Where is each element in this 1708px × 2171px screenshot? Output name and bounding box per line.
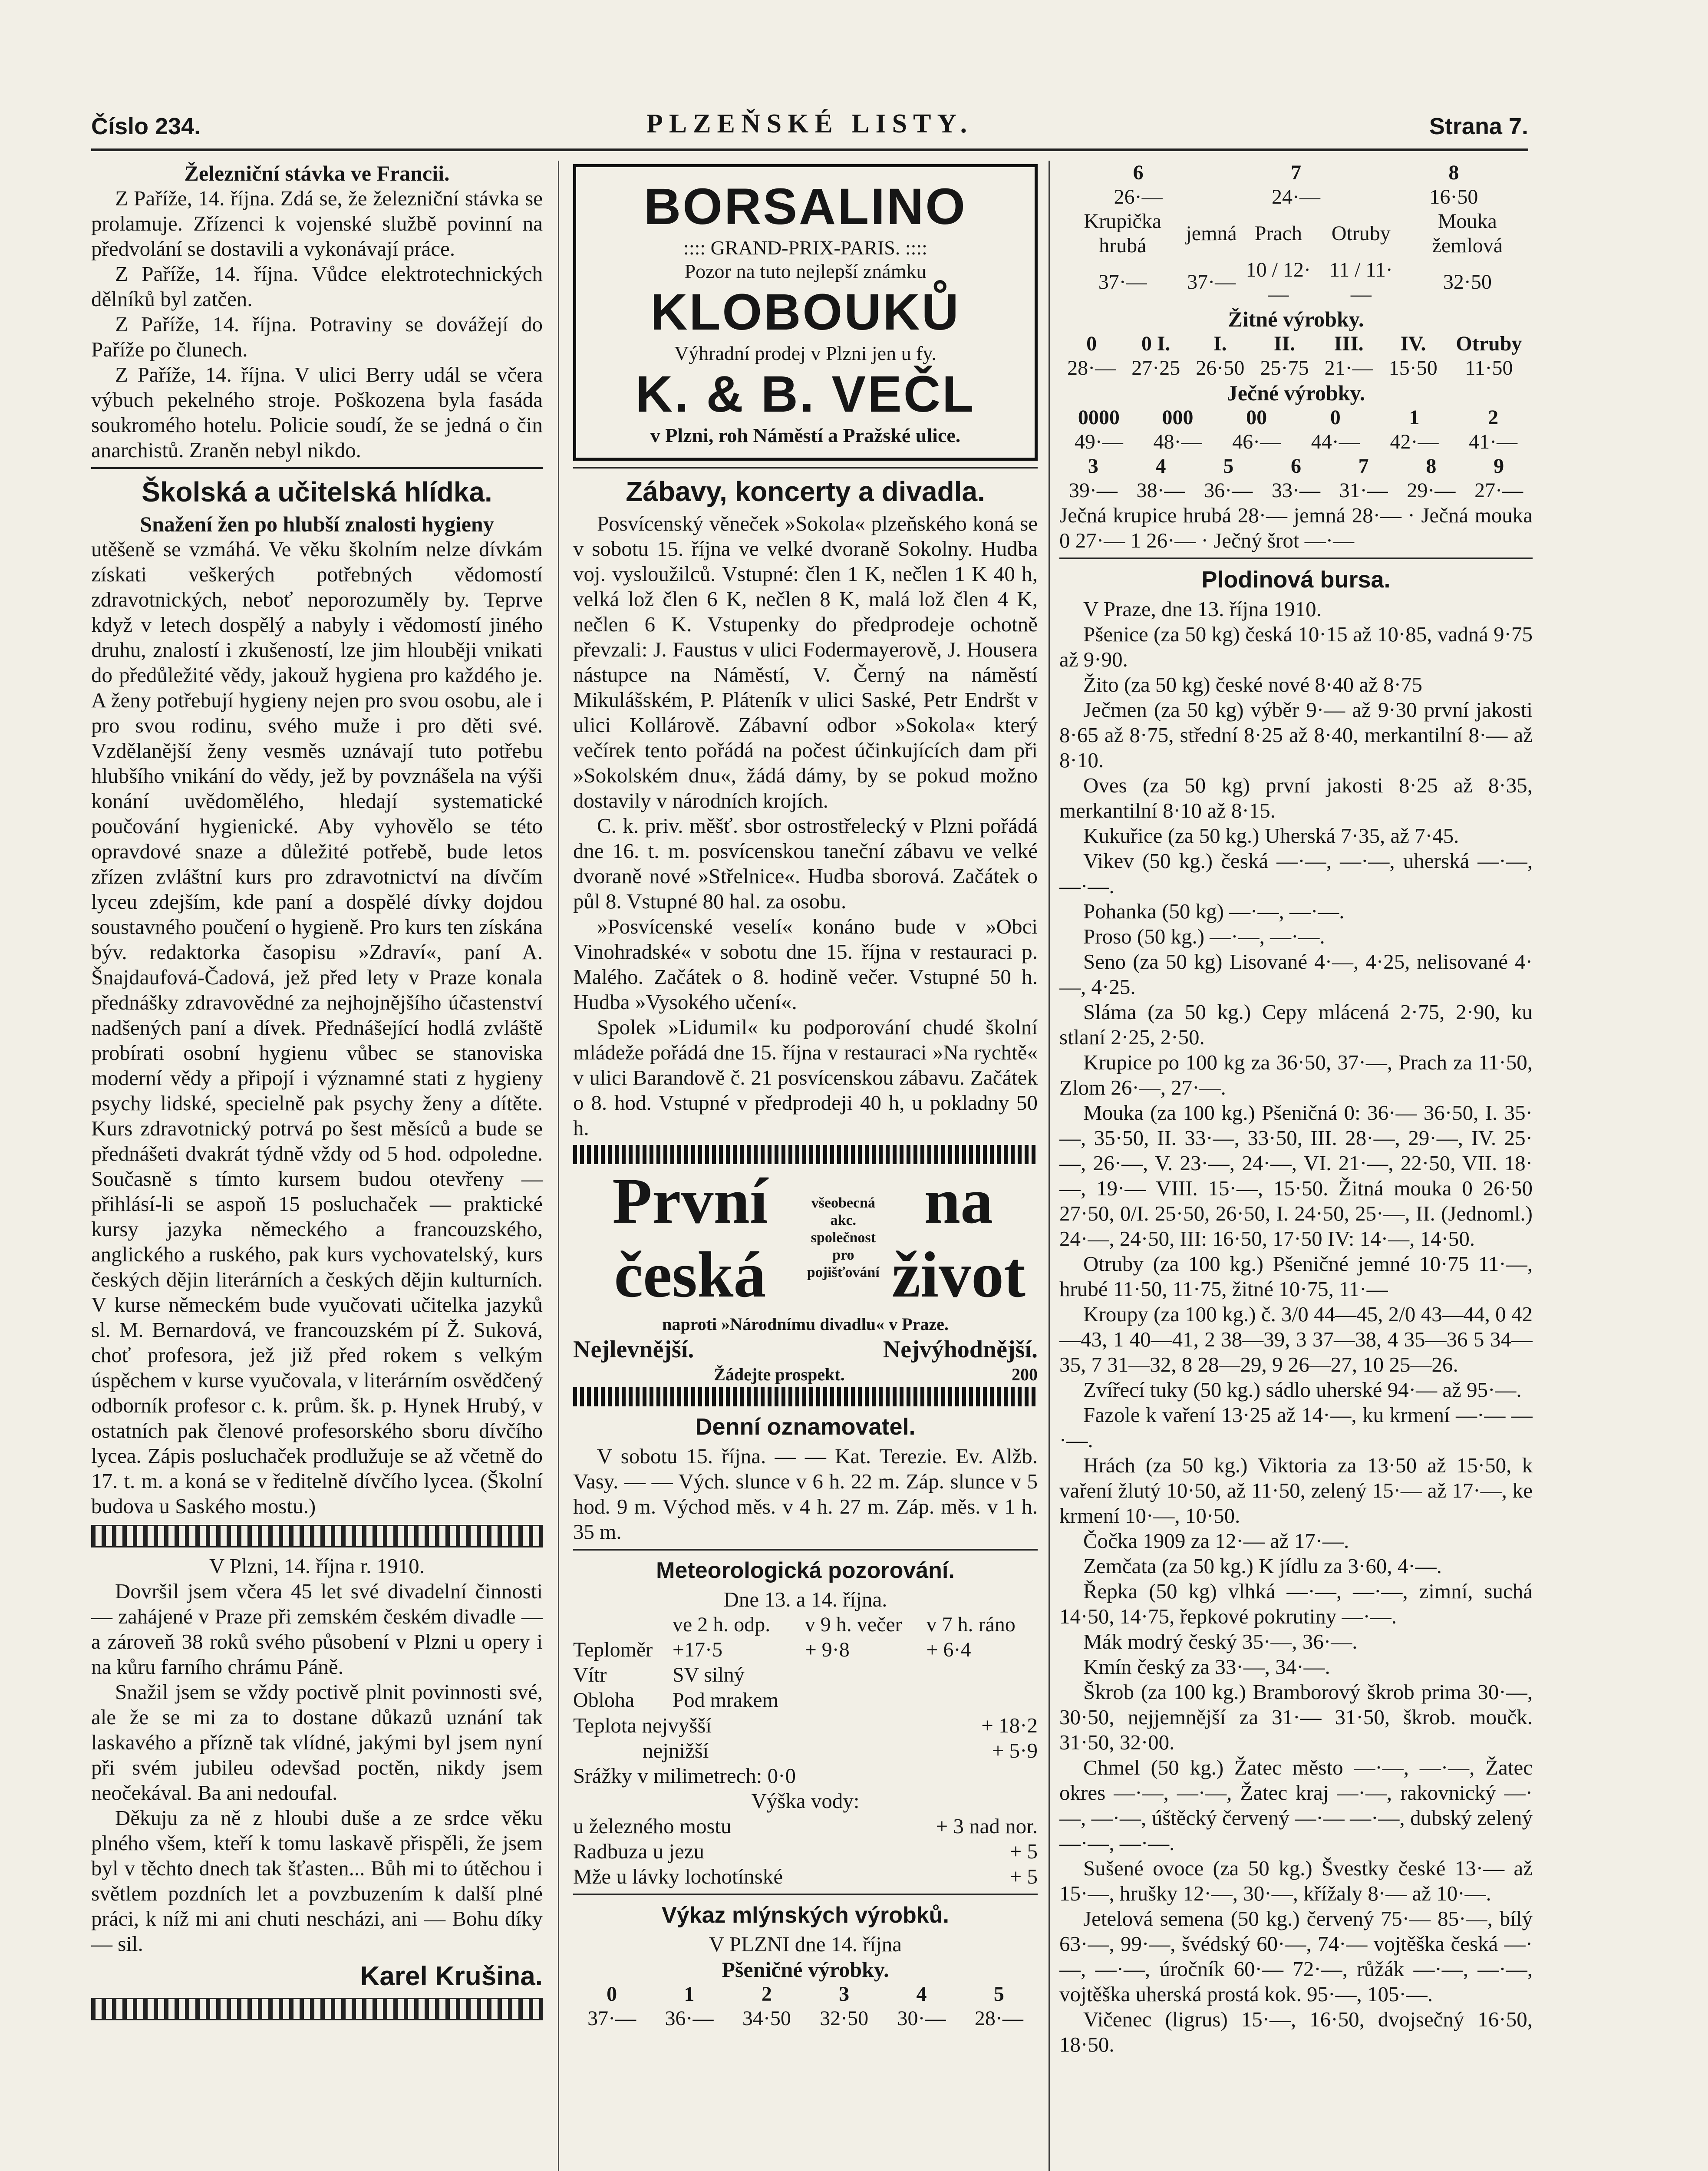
- rye-table: [1059, 332, 1533, 380]
- barley-title: Ječné výrobky.: [1227, 381, 1365, 405]
- price: 36·—: [1204, 479, 1253, 502]
- bourse-item: Čočka 1909 za 12·— až 17·—.: [1083, 1529, 1349, 1553]
- meteo-cell: SV silný: [672, 1663, 745, 1686]
- price: 41·—: [1469, 430, 1518, 453]
- bourse-item: Hrách (za 50 kg.) Viktoria za 13·50 až 15·50, k vaření žlutý 10·50, až 11·50, zelený 15·— až 17·—, ke krmení 10·—, 10·50.: [1059, 1453, 1533, 1528]
- bourse-list: [1059, 622, 1533, 2057]
- school-section-title: Školská a učitelská hlídka.: [142, 476, 492, 508]
- meteo-cell: +17·5: [672, 1638, 722, 1661]
- price: 46·—: [1232, 430, 1281, 453]
- grade: I.: [1213, 332, 1227, 355]
- section-rule: [573, 467, 1038, 469]
- price: 21·—: [1324, 356, 1373, 379]
- grade: 9: [1494, 455, 1504, 478]
- column-divider: [1049, 161, 1050, 2171]
- bourse-date: V Praze, dne 13. října 1910.: [1083, 597, 1322, 621]
- borsalino-advertisement: [573, 164, 1038, 461]
- event-item: Spolek »Lidumil« ku podporování chudé školní mládeže pořádá dne 15. října v restauraci »Na rychtě« v ulici Barandově č. 21 posvícenskou zábavu. Začátek o 8. hod. Vstupné v předprodeji 40 h, u pokladny 50 h.: [573, 1015, 1038, 1140]
- temp-max-label: Teplota nejvyšší: [573, 1713, 712, 1737]
- bourse-item: Vičenec (ligrus) 15·—, 16·50, dvojsečný 16·50, 18·50.: [1059, 2007, 1533, 2056]
- bourse-item: Zvířecí tuky (50 kg.) sádlo uherské 94·— až 95·—.: [1083, 1378, 1522, 1402]
- price: 15·50: [1388, 356, 1438, 379]
- issue-number: Číslo 234.: [91, 113, 201, 139]
- misc-head: Otruby: [1331, 222, 1391, 245]
- meteo-cell: + 6·4: [926, 1638, 971, 1661]
- wheat-table: [573, 1982, 1038, 2031]
- ad-request: Žádejte prospekt.: [714, 1365, 845, 1384]
- ad-product: KLOBOUKŮ: [650, 284, 960, 341]
- ad-line: Pozor na tuto nejlepší známku: [684, 260, 927, 282]
- grade: 0 I.: [1141, 332, 1171, 355]
- bourse-item: Škrob (za 100 kg.) Bramborový škrob prima 30·—, 30·50, nejjemnější za 31·— 31·50, škrob. moučk. 31·50, 32·00.: [1059, 1680, 1533, 1754]
- grade: 0: [1086, 332, 1097, 355]
- grade: 3: [839, 1983, 850, 2006]
- wheat-table-cont: [1059, 161, 1533, 209]
- column-1: [91, 161, 543, 2171]
- news-item: Z Paříže, 14. října. Zdá se, že železniční stávka se prolamuje. Zřízenci k vojenské službě povinní na předvolání se dostavili a vykonávají práce.: [91, 186, 543, 261]
- ad-line: :::: GRAND-PRIX-PARIS. ::::: [683, 237, 927, 259]
- misc-head: jemná: [1186, 222, 1237, 245]
- bourse-item: Oves (za 50 kg) první jakosti 8·25 až 8·35, merkantilní 8·10 až 8·15.: [1059, 773, 1533, 822]
- bourse-item: Kmín český za 33·—, 34·—.: [1083, 1655, 1330, 1679]
- price: 26·—: [1114, 185, 1163, 208]
- ad-firm: K. & B. VEČL: [635, 366, 976, 423]
- page-number: Strana 7.: [1429, 113, 1528, 139]
- price: 44·—: [1311, 430, 1360, 453]
- bourse-item: Žito (za 50 kg) české nové 8·40 až 8·75: [1083, 673, 1422, 696]
- price: 42·—: [1390, 430, 1439, 453]
- grade: 1: [1409, 406, 1420, 429]
- news-item: Z Paříže, 14. října. Vůdce elektrotechnických dělníků byl zatčen.: [91, 262, 543, 311]
- bourse-item: Pohanka (50 kg) —·—, —·—.: [1083, 899, 1345, 923]
- grade: 8: [1426, 455, 1437, 478]
- grade: 0: [1330, 406, 1341, 429]
- grade: 6: [1133, 161, 1144, 184]
- misc-val: 37·—: [1187, 271, 1236, 294]
- ad-address: v Plzni, roh Náměstí a Pražské ulice.: [650, 424, 961, 446]
- meteo-head: v 7 h. ráno: [926, 1613, 1016, 1636]
- bourse-item: Sušené ovoce (za 50 kg.) Švestky české 13·— až 15·—, hrušky 12·—, 30·—, křížaly 8·— až 10·—.: [1059, 1856, 1533, 1905]
- price: 49·—: [1074, 430, 1123, 453]
- wheat-products-title: Pšeničné výrobky.: [722, 1957, 889, 1982]
- price: 48·—: [1153, 430, 1202, 453]
- calendar-text: V sobotu 15. října. — — Kat. Terezie. Ev. Alžb. Vasy. — — Vých. slunce v 6 h. 22 m. Záp. slunce v 5 hod. 9 m. Východ měs. v 4 h. 27 m. Záp. měs. v 1 h. 35 m.: [573, 1444, 1038, 1544]
- bourse-item: Zemčata (za 50 kg.) K jídlu za 3·60, 4·—.: [1083, 1554, 1442, 1578]
- water-level: + 5: [1009, 1864, 1038, 1888]
- grade: II.: [1273, 332, 1296, 355]
- bourse-item: Mák modrý český 35·—, 36·—.: [1083, 1630, 1358, 1653]
- grade: 7: [1290, 161, 1301, 184]
- mill-subtitle: V PLZNI dne 14. října: [709, 1932, 902, 1956]
- price: 33·—: [1271, 479, 1320, 502]
- price: 27·25: [1131, 356, 1180, 379]
- barley-table-2: [1059, 454, 1533, 503]
- header-rule: [91, 148, 1528, 151]
- ad-brand: BORSALINO: [644, 178, 967, 235]
- mill-title: Výkaz mlýnských výrobků.: [662, 1903, 949, 1928]
- temp-max: + 18·2: [981, 1713, 1038, 1737]
- ad-mid-line: pro pojišťování: [807, 1247, 880, 1280]
- bourse-item: Krupice po 100 kg za 36·50, 37·—, Prach za 11·50, Zlom 26·—, 27·—.: [1059, 1050, 1533, 1099]
- grade: 4: [916, 1983, 927, 2006]
- ornament-divider: [91, 1998, 543, 2020]
- meteo-head: ve 2 h. odp.: [672, 1613, 771, 1636]
- price: 27·—: [1474, 479, 1523, 502]
- bourse-item: Proso (50 kg.) —·—, —·—.: [1083, 924, 1325, 948]
- grade: 2: [1488, 406, 1499, 429]
- news-item: Z Paříže, 14. října. Potraviny se dovážejí do Paříže po člunech.: [91, 312, 543, 361]
- price: 26·50: [1196, 356, 1245, 379]
- strike-title: Železniční stávka ve Francii.: [184, 161, 450, 185]
- grade: 00: [1246, 406, 1267, 429]
- rainfall: Srážky v milimetrech: 0·0: [573, 1764, 796, 1788]
- meteo-head: v 9 h. večer: [805, 1613, 902, 1636]
- misc-val: 11 / 11·—: [1329, 258, 1393, 306]
- bourse-item: Sláma (za 50 kg.) Cepy mlácená 2·75, 2·90, ku stlaní 2·25, 2·50.: [1059, 1000, 1533, 1049]
- school-article: utěšeně se vzmáhá. Ve věku školním nelze dívkám získati veškerých potřebných vědomostí zdravotnických, neboť neporozuměly by. Teprve když v letech dospělý a nabyly i vědomostí jiného druhu, znalostí i zkušeností, lze jim hlouběji vnikati do předůležité vědy, jakouž hygiena pro každého je. A ženy potřebují hygieny nejen pro svou osobu, ale i pro svou rodinu, svého muže i pro děti své. Vzdělanější ženy vesměs uznávají tuto potřebu hlubšího vnikání do vědy, jež by povznášela na výši konání uvědomělého, hledají systematické poučování hygienické. Aby vyhovělo se této opravdové snaze a důležité potřebě, bude letos zřízen zvláštní kurs pro zdravotnictví na dívčím lyceu zdejším, kde paní a dospělé dívky dojdou soustavného poučení o hygieně. Pro kurs ten získána býv. redaktorka časopisu »Zdraví«, paní A. Šnajdaufová-Čadová, jež před lety v Praze konala přednášky zdravovědné za nejhojnějšího účastenství nadšených paní a dívek. Přednášející hodlá zvláště probírati osobní hygienu vůbec se stanoviska moderní vědy a připojí i významné stati z hygieny psychy lidské, specielně pak psychy ženy a dítěte. Kurs zdravotnický potrvá po šest měsíců a bude se přednášeti dvakrát týdně vždy od 5 hod. odpoledne. Současně s tímto kursem budou otevřeny — přihlásí-li se aspoň 15 posluchaček — praktické kursy jazyka německého a francouzského, anglického a ruského, pak kurs vychovatelský, kurs českých dějin literárních a českých dějin kulturních. V kurse německém bude vyučovati učitelka jazyků sl. M. Bernardová, ve francouzském pí Ž. Suková, choť profesora, jež již před rokem s velkým úspěchem v kurse vyučovala, v literárním osvědčený odborník profesor c. k. prům. šk. p. Hynek Hrubý, v ostatních pak členové profesorského sboru dívčího lycea. Zápis posluchaček prodlužuje se až včetně do 17. t. m. a koná se v ředitelně dívčího lycea. (Školní budova u Saského mostu.): [91, 537, 543, 1518]
- bourse-item: Kukuřice (za 50 kg.) Uherská 7·35, až 7·45.: [1083, 824, 1459, 848]
- misc-head: Krupička hrubá: [1084, 210, 1162, 257]
- section-rule: [573, 1894, 1038, 1895]
- temp-min-label: nejnižší: [643, 1739, 709, 1762]
- signature: Karel Krušina.: [360, 1961, 543, 1991]
- grade: 1: [684, 1983, 695, 2006]
- calendar-title: Denní oznamovatel.: [695, 1414, 916, 1440]
- letter-paragraph: Snažil jsem se vždy poctivě plnit povinnosti své, ale že se mi za to dostane důkazů uznání tak laskavého a přízně tak vlídné, jakými byl jsem nyní při svém jubileu odevšad poctěn, nikdy jsem neočekával. Ba ani nedoufal.: [91, 1680, 543, 1805]
- bourse-item: Mouka (za 100 kg.) Pšeničná 0: 36·— 36·50, I. 35·—, 35·50, II. 33·—, 33·50, III. 28·—, 29·—, IV. 25·—, 26·—, V. 23·—, 24·—, VI. 21·—, 22·50, VII. 18·—, 19·— VIII. 15·—, 15·50. Žitná mouka 0 26·50 27·50, 0/I. 25·50, 26·50, I. 24·50, 25·—, II. (Jednoml.) 24·—, 24·50, III: 16·50, 17·50 IV: 14·—, 14·50.: [1059, 1101, 1533, 1250]
- bourse-item: Seno (za 50 kg) Lisované 4·—, 4·25, nelisované 4·—, 4·25.: [1059, 950, 1533, 999]
- misc-head: Mouka žemlová: [1432, 210, 1503, 257]
- ornament-divider: [91, 1525, 543, 1547]
- bourse-item: Pšenice (za 50 kg) česká 10·15 až 10·85, vadná 9·75 až 9·90.: [1059, 622, 1533, 671]
- meteo-table: [573, 1612, 1038, 1713]
- section-rule: [91, 467, 543, 469]
- grade: 8: [1448, 161, 1459, 184]
- temp-min: + 5·9: [992, 1739, 1038, 1762]
- price: 31·—: [1339, 479, 1388, 502]
- event-item: C. k. priv. měšť. sbor ostrostřelecký v Plzni pořádá dne 16. t. m. posvícenskou taneční zábavu ve velké dvoraně nové »Střelnice«. Hudba sborová. Začátek o půl 8. Vstupné 80 hal. za osobu.: [573, 814, 1038, 913]
- ad-slogan: Nejlevnější.: [573, 1336, 694, 1363]
- water-level: + 3 nad nor.: [936, 1814, 1038, 1838]
- grade: 3: [1088, 455, 1098, 478]
- letter-paragraph: Děkuju za ně z hloubi duše a ze srdce věku plného všem, kteří k tomu laskavě přispěli, že jsem byl v těchto dnech tak šťasten... Bůh mi to útěchou i světlem pozdních let a povzbuzením k další plné práci, k níž mi ani chuti nescházi, ani — Bohu díky — sil.: [91, 1806, 543, 1956]
- section-rule: [1059, 558, 1533, 559]
- water-level: + 5: [1009, 1839, 1038, 1863]
- meteo-cell: Pod mrakem: [672, 1689, 778, 1712]
- insurance-advertisement: [573, 1145, 1038, 1406]
- section-rule: [573, 1549, 1038, 1551]
- grade: 4: [1155, 455, 1166, 478]
- grade: 2: [761, 1983, 772, 2006]
- bourse-item: Chmel (50 kg.) Žatec město —·—, —·—, Žatec okres —·—, —·—, Žatec kraj —·—, rakovnický —·—, —·—, úštěcký červený —·— —·—, dubský zelený —·—, —·—.: [1059, 1755, 1533, 1855]
- price: 28·—: [974, 2007, 1023, 2030]
- grade: Otruby: [1456, 332, 1522, 355]
- column-2: [573, 161, 1038, 2171]
- bourse-item: Fazole k vaření 13·25 až 14·—, ku krmení —·— —·—.: [1059, 1403, 1533, 1452]
- bourse-title: Plodinová bursa.: [1201, 567, 1391, 593]
- bourse-item: Řepka (50 kg) vlhká —·—, —·—, zimní, suchá 14·50, 14·75, řepkové pokrutiny —·—.: [1059, 1579, 1533, 1628]
- entertainment-title: Zábavy, koncerty a divadla.: [626, 476, 985, 507]
- ad-headline-left: První česká: [612, 1165, 768, 1311]
- ad-border: [573, 1145, 1038, 1164]
- misc-val: 32·50: [1443, 271, 1492, 294]
- ad-mid-line: společnost: [811, 1230, 876, 1246]
- water-place: Mže u lávky lochotínské: [573, 1864, 783, 1888]
- event-item: »Posvícenské veselí« konáno bude v »Obci Vinohradské« v sobotu dne 15. října v restauraci p. Malého. Začátek o 8. hodině večer. Vstupné 50 h. Hudba »Vysokého učení«.: [573, 914, 1038, 1014]
- water-title: Výška vody:: [751, 1789, 860, 1813]
- price: 36·—: [665, 2007, 714, 2030]
- rye-title: Žitné výrobky.: [1228, 307, 1364, 331]
- ad-slogan: Nejvýhodnější.: [883, 1336, 1038, 1363]
- meteo-cell: Obloha: [573, 1689, 635, 1712]
- event-item: Posvícenský věneček »Sokola« plzeňského koná se v sobotu 15. října ve velké dvoraně Sokolny. Hudba voj. vysloužilců. Vstupné: člen 1 K, nečlen 1 K 40 h, velká lož člen 6 K, nečlen 8 K, malá lož člen 4 K, nečlen 6 K. Vstupenky do předprodeje ochotně převzali: J. Faustus v ulici Fodermayerově, J. Housera nástupce na Náměstí, V. Černý na náměstí Mikulášském, P. Pláteník v ulici Saské, Petr Endršt v ulici Kollárově. Zábavní odbor »Sokola« který večírek tento pořádá na počest účinkujících dam při »Sokolském dnu«, žádá dámy, by se pokud možno dostavily v národních krojích.: [573, 511, 1038, 812]
- meteo-cell: Teploměr: [573, 1638, 653, 1661]
- bourse-item: Jetelová semena (50 kg.) červený 75·— 85·—, bílý 63·—, 99·—, švédský 60·—, 74·— vojtěška česká —·—, —·—, úročník 60·— 72·—, růžák —·—, —·—, vojtěška uherská prostá kok. 95·—, 105·—.: [1059, 1907, 1533, 2006]
- masthead: PLZEŇSKÉ LISTY.: [646, 109, 973, 139]
- grade: 0: [607, 1983, 617, 2006]
- bourse-item: Otruby (za 100 kg.) Pšeničné jemné 10·75 11·—, hrubé 11·50, 11·75, žitné 10·75, 11·—: [1059, 1252, 1533, 1301]
- meteo-date: Dne 13. a 14. října.: [723, 1587, 887, 1611]
- letter-place: V Plzni, 14. října r. 1910.: [209, 1554, 425, 1578]
- grade: III.: [1334, 332, 1364, 355]
- news-item: Z Paříže, 14. října. V ulici Berry udál se včera výbuch pekelného stroje. Poškozena byla fasáda soukromého hotelu. Policie soudí, že se jedná o čin anarchistů. Zraněn nebyl nikdo.: [91, 363, 543, 462]
- page-header: [91, 104, 1528, 148]
- school-subtitle: Snažení žen po hlubší znalosti hygieny: [140, 512, 494, 536]
- ad-border: [573, 1387, 1038, 1406]
- price: 24·—: [1272, 185, 1320, 208]
- price: 39·—: [1068, 479, 1118, 502]
- price: 28·—: [1067, 356, 1116, 379]
- price: 32·50: [820, 2007, 869, 2030]
- price: 30·—: [897, 2007, 946, 2030]
- barley-table-1: [1059, 406, 1533, 454]
- grade: 7: [1358, 455, 1369, 478]
- meteo-cell: + 9·8: [805, 1638, 850, 1661]
- price: 29·—: [1407, 479, 1456, 502]
- ad-mid-line: všeobecná akc.: [811, 1195, 875, 1228]
- price: 38·—: [1136, 479, 1185, 502]
- letter-paragraph: Dovršil jsem včera 45 let své divadelní činnosti — zahájené v Praze při zemském českém divadle — a zároveň 38 roků svého působení v Plzni u opery i na kůru farního chrámu Páně.: [91, 1579, 543, 1679]
- price: 16·50: [1429, 185, 1478, 208]
- grade: IV.: [1400, 332, 1426, 355]
- misc-mill-table: [1059, 209, 1533, 307]
- bourse-item: Ječmen (za 50 kg) výběr 9·— až 9·30 první jakosti 8·65 až 8·75, střední 8·25 až 8·40, merkantilní 8·— až 8·10.: [1059, 698, 1533, 772]
- meteo-cell: Vítr: [573, 1663, 607, 1686]
- ad-line: Výhradní prodej v Plzni jen u fy.: [674, 342, 936, 364]
- misc-val: 10 / 12·—: [1246, 258, 1311, 306]
- price: 25·75: [1260, 356, 1309, 379]
- grade: 5: [993, 1983, 1004, 2006]
- water-place: Radbuza u jezu: [573, 1839, 705, 1863]
- column-divider: [558, 161, 559, 2171]
- grade: 0000: [1078, 406, 1120, 429]
- misc-head: Prach: [1254, 222, 1302, 245]
- bourse-item: Kroupy (za 100 kg.) č. 3/0 44—45, 2/0 43—44, 0 42—43, 1 40—41, 2 38—39, 3 37—38, 4 35—36 5 34—35, 7 31—32, 8 28—29, 9 26—27, 10 25—26.: [1059, 1302, 1533, 1376]
- meteo-title: Meteorologická pozorování.: [656, 1558, 955, 1583]
- misc-val: 37·—: [1098, 271, 1147, 294]
- barley-misc: Ječná krupice hrubá 28·— jemná 28·— · Ječná mouka 0 27·— 1 26·— · Ječný šrot —·—: [1059, 503, 1533, 552]
- water-place: u železného mostu: [573, 1814, 732, 1838]
- price: 11·50: [1465, 356, 1513, 379]
- grade: 000: [1162, 406, 1194, 429]
- price: 34·50: [742, 2007, 791, 2030]
- grade: 6: [1290, 455, 1301, 478]
- column-3: [1059, 161, 1533, 2171]
- grade: 5: [1223, 455, 1234, 478]
- bourse-item: Vikev (50 kg.) česká —·—, —·—, uherská —·—, —·—.: [1059, 849, 1533, 898]
- ad-headline-right: na život: [891, 1165, 1025, 1311]
- ad-address: naproti »Národnímu divadlu« v Praze.: [662, 1314, 949, 1334]
- meteo-head: [573, 1612, 673, 1637]
- ad-number: 200: [1012, 1365, 1038, 1384]
- price: 37·—: [587, 2007, 636, 2030]
